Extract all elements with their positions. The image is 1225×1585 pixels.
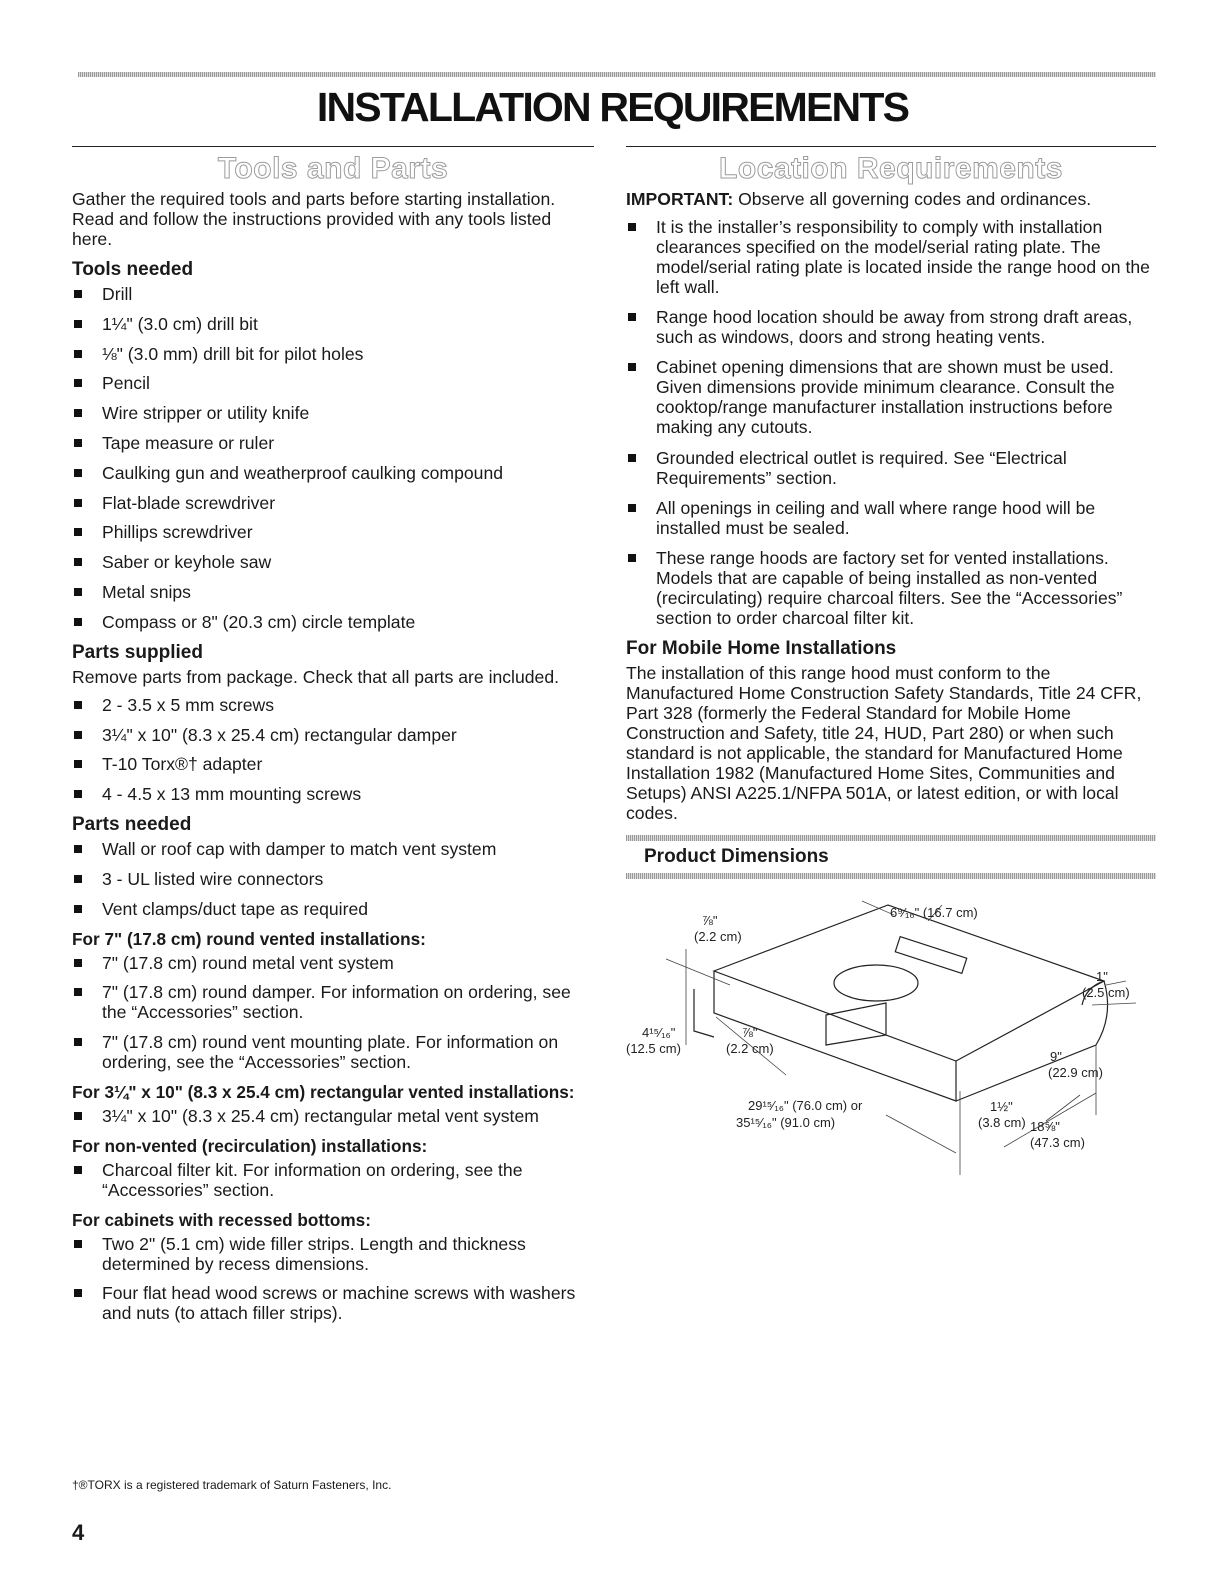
list-item: Two 2" (5.1 cm) wide filler strips. Length and thickness determined by recess dimensions. xyxy=(72,1234,594,1274)
leader-line xyxy=(1092,1003,1136,1005)
list-item: 7" (17.8 cm) round vent mounting plate. For information on ordering, see the “Accessories” section. xyxy=(72,1032,594,1072)
tools-intro: Gather the required tools and parts before starting installation. Read and follow the instructions provided with any tools listed here. xyxy=(72,189,556,249)
hood-top-outline xyxy=(714,905,1104,1061)
dim-label: ⅞" xyxy=(702,913,718,928)
important-text: Observe all governing codes and ordinances. xyxy=(733,189,1092,209)
list-item: 7" (17.8 cm) round damper. For information on ordering, see the “Accessories” section. xyxy=(72,982,594,1022)
parts-needed-heading: Parts needed xyxy=(72,814,192,836)
location-requirements-column xyxy=(626,146,1156,879)
dim-label: 1" xyxy=(1096,969,1108,984)
dim-label: (22.9 cm) xyxy=(1048,1065,1103,1080)
dim-label: 18⅝" xyxy=(1030,1119,1060,1134)
parts-needed-list xyxy=(72,839,594,919)
list-item: Flat-blade screwdriver xyxy=(72,493,594,513)
dim-label: (12.5 cm) xyxy=(626,1041,681,1056)
dim-label: (2.2 cm) xyxy=(694,929,742,944)
list-item: Four flat head wood screws or machine screws with washers and nuts (to attach filler strips). xyxy=(72,1283,594,1323)
list-item: Grounded electrical outlet is required. See “Electrical Requirements” section. xyxy=(626,448,1156,488)
list-item: 2 - 3.5 x 5 mm screws xyxy=(72,695,594,715)
dimensions-bottom-bar xyxy=(626,873,1156,879)
parts-supplied-intro: Remove parts from package. Check that all parts are included. xyxy=(72,666,559,687)
leader-line xyxy=(886,1115,956,1153)
round-vented-list xyxy=(72,953,594,1073)
list-item: 3 - UL listed wire connectors xyxy=(72,869,594,889)
location-requirements-title: Location Requirements xyxy=(719,152,1063,185)
list-item: 4 - 4.5 x 13 mm mounting screws xyxy=(72,784,594,804)
list-item: Saber or keyhole saw xyxy=(72,552,594,572)
leader-line xyxy=(1046,1095,1080,1121)
list-item: Caulking gun and weatherproof caulking compound xyxy=(72,463,594,483)
column-rule xyxy=(72,146,594,147)
recessed-list xyxy=(72,1234,594,1324)
dim-label: (2.2 cm) xyxy=(726,1041,774,1056)
product-dimensions-diagram xyxy=(626,885,1156,1190)
vent-opening xyxy=(834,965,918,1001)
dim-label: (2.5 cm) xyxy=(1082,985,1130,1000)
dim-label: 4¹⁵⁄₁₆" xyxy=(642,1025,676,1040)
recessed-heading: For cabinets with recessed bottoms: xyxy=(72,1209,371,1230)
range-hood-drawing xyxy=(626,885,1156,1190)
tools-and-parts-column xyxy=(72,146,594,1333)
list-item: Range hood location should be away from strong draft areas, such as windows, doors and strong heating vents. xyxy=(626,307,1156,347)
list-item: 3¼" x 10" (8.3 x 25.4 cm) rectangular damper xyxy=(72,725,594,745)
page-number: 4 xyxy=(72,1520,85,1545)
dim-label: 9" xyxy=(1050,1049,1062,1064)
dim-label: 35¹⁵⁄₁₆" (91.0 cm) xyxy=(736,1115,836,1130)
mobile-home-text: The installation of this range hood must conform to the Manufactured Home Construction Safety Standards, Title 24 CFR, Part 328 (formerly the Federal Standard for Mobile Home Construction and Safety, title 24, HUD, Part 280) or when such standard is not applicable, the standard for Manufactured Home Installation 1982 (Manufactured Home Sites, Communities and Setups) ANSI A225.1/NFPA 501A, or latest edition, or with local codes. xyxy=(626,663,1142,824)
column-rule xyxy=(626,146,1156,147)
list-item: Tape measure or ruler xyxy=(72,433,594,453)
list-item: 1¼" (3.0 cm) drill bit xyxy=(72,314,594,334)
tools-needed-heading: Tools needed xyxy=(72,259,194,280)
list-item: These range hoods are factory set for vented installations. Models that are capable of being installed as non-vented (recirculating) require charcoal filters. See the “Accessories” section to order charcoal filter kit. xyxy=(626,548,1156,628)
list-item: Wall or roof cap with damper to match vent system xyxy=(72,839,594,859)
list-item: Vent clamps/duct tape as required xyxy=(72,899,594,919)
dim-label: 1½" xyxy=(990,1099,1013,1114)
rectangular-vented-heading: For 3¼" x 10" (8.3 x 25.4 cm) rectangular vented installations: xyxy=(72,1081,575,1102)
dim-label: 29¹⁵⁄₁₆" (76.0 cm) or xyxy=(748,1098,863,1113)
important-label: IMPORTANT: xyxy=(626,189,734,209)
dim-label: (3.8 cm) xyxy=(978,1115,1026,1130)
rectangular-vented-list xyxy=(72,1106,594,1126)
parts-supplied-list xyxy=(72,695,594,804)
important-note xyxy=(626,189,1156,209)
list-item: All openings in ceiling and wall where range hood will be installed must be sealed. xyxy=(626,498,1156,538)
list-item: Pencil xyxy=(72,373,594,393)
page-title: INSTALLATION REQUIREMENTS xyxy=(316,84,909,130)
parts-supplied-heading: Parts supplied xyxy=(72,641,203,663)
list-item: Wire stripper or utility knife xyxy=(72,403,594,423)
dim-label: 6⁹⁄₁₆" (16.7 cm) xyxy=(890,905,978,920)
product-dimensions-title: Product Dimensions xyxy=(644,846,829,868)
footnote: †®TORX is a registered trademark of Saturn Fasteners, Inc. xyxy=(72,1478,392,1492)
location-requirements-list xyxy=(626,217,1156,628)
list-item: 3¼" x 10" (8.3 x 25.4 cm) rectangular metal vent system xyxy=(72,1106,594,1126)
tools-and-parts-title: Tools and Parts xyxy=(217,152,449,185)
round-vented-heading: For 7" (17.8 cm) round vented installations: xyxy=(72,928,426,949)
damper-slot xyxy=(895,937,967,974)
list-item: Drill xyxy=(72,284,594,304)
list-item: 7" (17.8 cm) round metal vent system xyxy=(72,953,594,973)
list-item: Cabinet opening dimensions that are shown must be used. Given dimensions provide minimum clearance. Consult the cooktop/range manufacturer installation instructions before making any cutouts. xyxy=(626,357,1156,437)
tools-needed-list xyxy=(72,284,594,632)
leader-line xyxy=(666,959,730,985)
mobile-home-heading: For Mobile Home Installations xyxy=(626,638,897,660)
non-vented-heading: For non-vented (recirculation) installations: xyxy=(72,1135,428,1156)
non-vented-list xyxy=(72,1160,594,1200)
list-item: ⅛" (3.0 mm) drill bit for pilot holes xyxy=(72,344,594,364)
product-dimensions-header xyxy=(626,835,1156,879)
list-item: T-10 Torx®† adapter xyxy=(72,754,594,774)
left-bracket xyxy=(694,989,714,1037)
dim-label: ⅞" xyxy=(742,1025,758,1040)
list-item: It is the installer’s responsibility to comply with installation clearances specified on the model/serial rating plate. The model/serial rating plate is located inside the range hood on the left wall. xyxy=(626,217,1156,297)
top-rule xyxy=(78,72,1156,77)
list-item: Metal snips xyxy=(72,582,594,602)
list-item: Compass or 8" (20.3 cm) circle template xyxy=(72,612,594,632)
dim-label: (47.3 cm) xyxy=(1030,1135,1085,1150)
list-item: Charcoal filter kit. For information on ordering, see the “Accessories” section. xyxy=(72,1160,594,1200)
list-item: Phillips screwdriver xyxy=(72,522,594,542)
